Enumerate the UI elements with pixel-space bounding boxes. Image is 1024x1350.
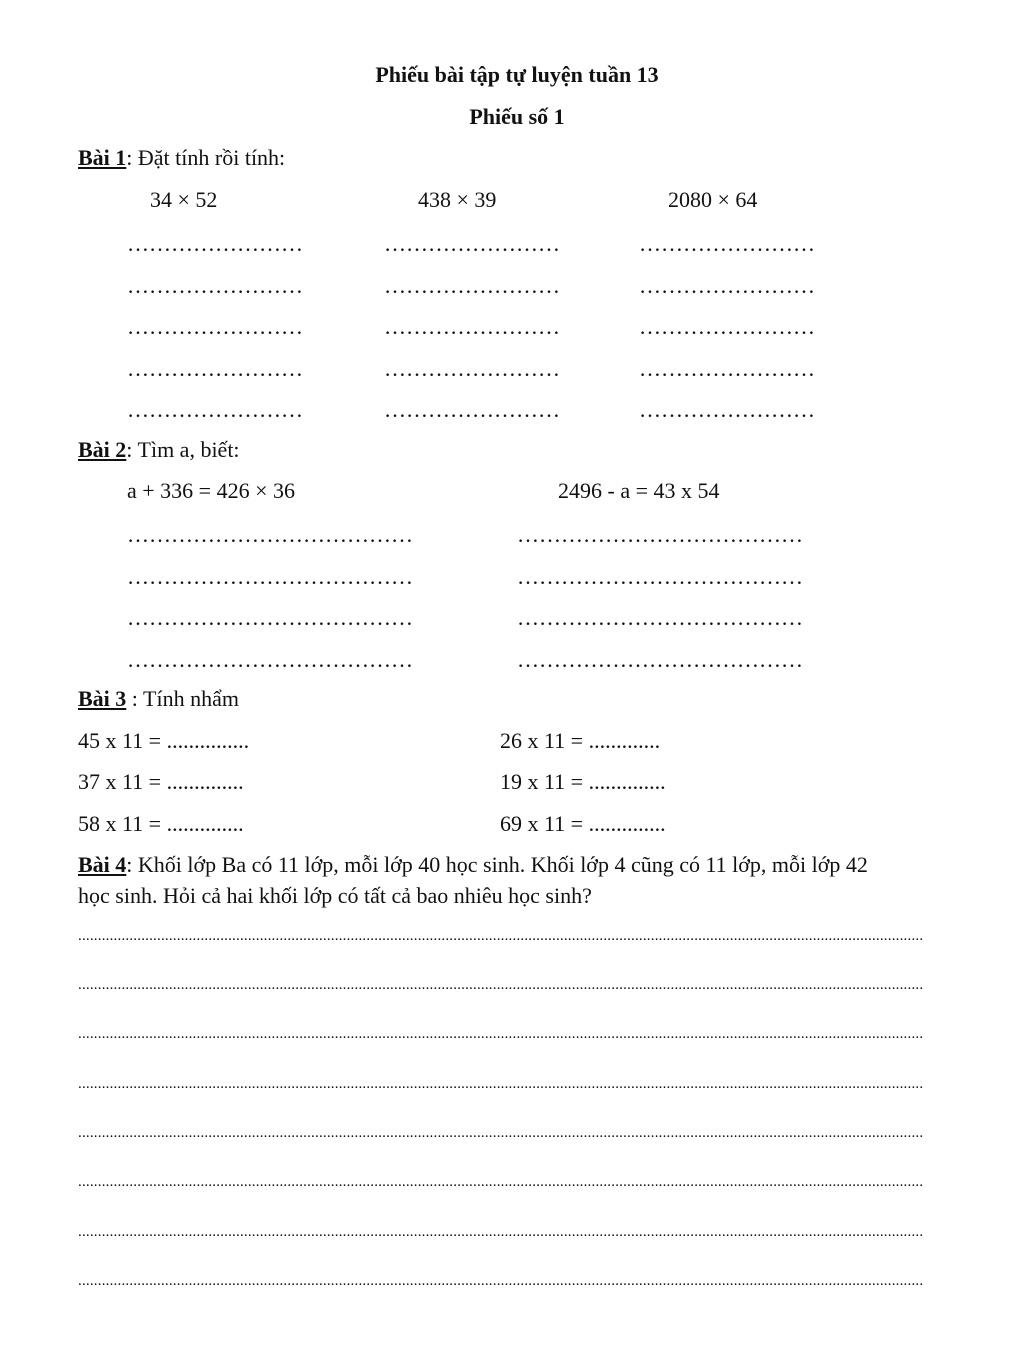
bai1-answer-line[interactable]: …………………… (639, 231, 815, 256)
bai4-answer-line[interactable]: ...................................................................................................................................................................................................................... (78, 1225, 924, 1240)
bai3-item[interactable]: 58 x 11 = .............. (78, 811, 244, 836)
bai4-answer-line[interactable]: ...................................................................................................................................................................................................................... (78, 1027, 924, 1042)
bai4-answer-line[interactable]: ...................................................................................................................................................................................................................... (78, 1126, 924, 1141)
bai4-answer-line[interactable]: ...................................................................................................................................................................................................................... (78, 1175, 924, 1190)
bai1-label: Bài 1 (78, 145, 127, 170)
bai1-heading (78, 147, 285, 169)
bai2-instruction: : Tìm a, biết: (126, 437, 240, 462)
bai1-answer-line[interactable]: …………………… (384, 397, 560, 422)
bai3-item[interactable]: 45 x 11 = ............... (78, 728, 250, 753)
bai2-heading (78, 439, 240, 461)
bai4-answer-line[interactable]: ...................................................................................................................................................................................................................... (78, 1274, 924, 1289)
bai1-answer-line[interactable]: …………………… (127, 314, 303, 339)
bai2-answer-line[interactable]: ………………………………… (127, 647, 413, 672)
bai1-answer-line[interactable]: …………………… (384, 273, 560, 298)
bai2-answer-line[interactable]: ………………………………… (127, 605, 413, 630)
bai2-equation-1: a + 336 = 426 × 36 (127, 478, 295, 503)
bai1-problem-2: 438 × 39 (418, 187, 497, 212)
bai3-heading (78, 688, 239, 710)
bai1-answer-line[interactable]: …………………… (639, 314, 815, 339)
bai1-answer-line[interactable]: …………………… (639, 356, 815, 381)
bai1-answer-line[interactable]: …………………… (639, 273, 815, 298)
bai4-text-line1: : Khối lớp Ba có 11 lớp, mỗi lớp 40 học sinh. Khối lớp 4 cũng có 11 lớp, mỗi lớp 42 (126, 852, 868, 877)
bai4-label: Bài 4 (78, 852, 127, 877)
bai4-answer-line[interactable]: ...................................................................................................................................................................................................................... (78, 1077, 924, 1092)
bai1-answer-line[interactable]: …………………… (384, 314, 560, 339)
bai3-item[interactable]: 26 x 11 = ............. (500, 728, 661, 753)
bai3-item[interactable]: 37 x 11 = .............. (78, 769, 244, 794)
bai1-problem-3: 2080 × 64 (668, 187, 758, 212)
bai1-answer-line[interactable]: …………………… (127, 231, 303, 256)
bai1-answer-line[interactable]: …………………… (639, 397, 815, 422)
worksheet-subtitle: Phiếu số 1 (469, 104, 565, 129)
bai1-problem-1: 34 × 52 (150, 187, 218, 212)
worksheet-title: Phiếu bài tập tự luyện tuần 13 (375, 62, 659, 87)
bai1-answer-line[interactable]: …………………… (127, 356, 303, 381)
bai2-answer-line[interactable]: ………………………………… (517, 605, 803, 630)
bai2-answer-line[interactable]: ………………………………… (127, 564, 413, 589)
bai2-answer-line[interactable]: ………………………………… (517, 522, 803, 547)
bai2-answer-line[interactable]: ………………………………… (517, 647, 803, 672)
bai3-instruction: : Tính nhẩm (126, 686, 239, 711)
bai1-answer-line[interactable]: …………………… (127, 273, 303, 298)
bai3-item[interactable]: 19 x 11 = .............. (500, 769, 666, 794)
bai1-answer-line[interactable]: …………………… (127, 397, 303, 422)
bai3-label: Bài 3 (78, 686, 127, 711)
bai2-equation-2: 2496 - a = 43 x 54 (558, 478, 720, 503)
bai4-heading (78, 854, 868, 876)
bai1-answer-line[interactable]: …………………… (384, 231, 560, 256)
bai3-item[interactable]: 69 x 11 = .............. (500, 811, 666, 836)
bai4-answer-line[interactable]: ...................................................................................................................................................................................................................... (78, 978, 924, 993)
bai4-answer-line[interactable]: ...................................................................................................................................................................................................................... (78, 929, 924, 944)
bai1-instruction: : Đặt tính rồi tính: (126, 145, 286, 170)
bai2-answer-line[interactable]: ………………………………… (127, 522, 413, 547)
bai4-text-line2: học sinh. Hỏi cả hai khối lớp có tất cả bao nhiêu học sinh? (78, 883, 592, 908)
bai2-answer-line[interactable]: ………………………………… (517, 564, 803, 589)
bai2-label: Bài 2 (78, 437, 127, 462)
bai1-answer-line[interactable]: …………………… (384, 356, 560, 381)
